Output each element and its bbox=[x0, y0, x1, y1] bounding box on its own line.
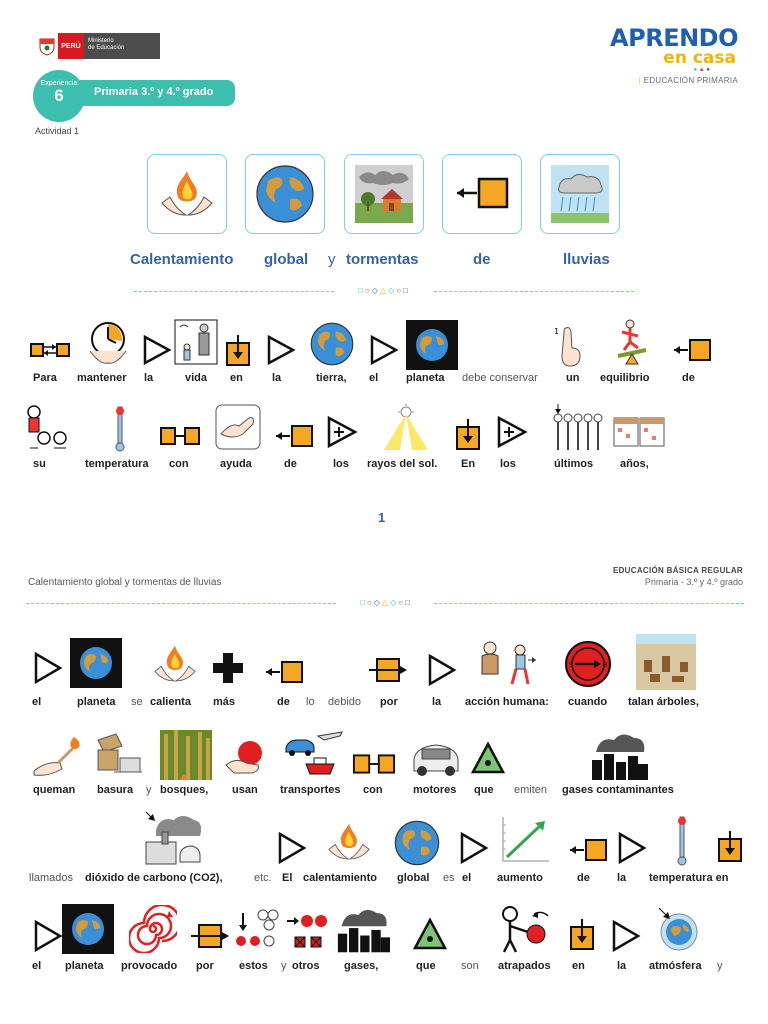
row6-word-10: son bbox=[461, 960, 479, 972]
card-earth bbox=[245, 154, 325, 234]
row2-word-2: temperatura bbox=[85, 458, 149, 470]
row4-word-5: usan bbox=[232, 784, 258, 796]
title-word-3: y bbox=[328, 251, 336, 268]
row6-word-13: la bbox=[617, 960, 627, 972]
card-storm-landscape bbox=[344, 154, 424, 234]
thermometer-icon-2 bbox=[660, 814, 704, 868]
grade-label: Primaria 3.º y 4.º grado bbox=[94, 86, 214, 98]
peru-ministry-logo bbox=[36, 33, 160, 59]
svg-text:9: 9 bbox=[569, 661, 574, 669]
row5-word-10: de bbox=[577, 872, 590, 884]
triangle-article-icon-8 bbox=[610, 826, 654, 870]
stopwatch-icon bbox=[562, 638, 614, 690]
title-word-5: de bbox=[473, 251, 491, 268]
earth-globe-icon bbox=[254, 163, 316, 225]
row6-word-6: y bbox=[281, 960, 287, 972]
forest-fire-icon bbox=[160, 730, 212, 780]
thermometer-icon bbox=[98, 404, 142, 454]
row2-word-10: últimos bbox=[554, 458, 594, 470]
last-in-row-icon bbox=[550, 404, 606, 454]
row2-word-9: los bbox=[500, 458, 516, 470]
arrows-boxes-icon-2 bbox=[158, 414, 202, 458]
people-group-icon bbox=[22, 404, 70, 454]
sun-rays-icon bbox=[380, 404, 432, 452]
row3-word-12: cuando bbox=[568, 696, 608, 708]
triangle-article-icon-10 bbox=[604, 914, 648, 958]
fire-hands-icon-3 bbox=[322, 816, 376, 868]
row5-word-1: llamados bbox=[29, 872, 74, 884]
svg-text:3: 3 bbox=[603, 661, 608, 669]
row3-word-8: debido bbox=[328, 696, 362, 708]
divider-shapes-icon: □○◇△◇○□ bbox=[358, 286, 410, 295]
burning-match-icon bbox=[32, 732, 84, 780]
planet-space-icon-3 bbox=[62, 904, 114, 954]
row1-word-12: equilibrio bbox=[600, 372, 650, 384]
car-engine-icon bbox=[410, 734, 462, 780]
row2-word-11: años, bbox=[620, 458, 649, 470]
increase-chart-icon bbox=[498, 814, 552, 866]
row1-word-4: vida bbox=[185, 372, 208, 384]
card-arrow-left-box bbox=[442, 154, 522, 234]
row1-word-8: el bbox=[369, 372, 379, 384]
row4-word-9: que bbox=[474, 784, 494, 796]
plus-icon bbox=[206, 646, 250, 690]
human-action-icon bbox=[476, 638, 538, 690]
row5-word-12: temperatura en bbox=[649, 872, 729, 884]
card-rain-cloud bbox=[540, 154, 620, 234]
row6-word-5: estos bbox=[239, 960, 268, 972]
triangle-article-icon-6 bbox=[270, 826, 314, 870]
grade-pill bbox=[80, 80, 235, 106]
triangle-plus-icon-2 bbox=[490, 410, 534, 454]
triangle-article-icon-7 bbox=[452, 826, 496, 870]
arrow-into-box-icon-2 bbox=[446, 412, 490, 456]
peru-label: PERÚ bbox=[58, 33, 84, 59]
experience-badge bbox=[33, 70, 85, 122]
triangle-article-icon-4 bbox=[26, 646, 70, 690]
title-word-6: lluvias bbox=[563, 251, 610, 268]
row6-word-7: otros bbox=[292, 960, 320, 972]
row2-word-8: En bbox=[461, 458, 476, 470]
page-number: 1 bbox=[378, 510, 386, 525]
row5-word-2: dióxido de carbono (CO2), bbox=[85, 872, 223, 884]
trapped-icon bbox=[498, 904, 552, 954]
others-dots-icon bbox=[284, 908, 330, 952]
row3-word-1: el bbox=[32, 696, 42, 708]
arrow-into-box-icon-4 bbox=[560, 912, 604, 956]
row2-word-4: ayuda bbox=[220, 458, 252, 470]
earth-globe-icon-3 bbox=[392, 818, 442, 868]
title-word-2: global bbox=[264, 251, 309, 268]
section-level-line2: Primaria - 3.º y 4.º grado bbox=[644, 577, 743, 587]
row3-word-11: acción humana: bbox=[465, 696, 549, 708]
divider-shapes-icon-2: □○◇△◇○□ bbox=[360, 598, 412, 607]
row4-word-7: con bbox=[363, 784, 383, 796]
arrows-boxes-icon-3 bbox=[352, 742, 396, 786]
section-title: Calentamiento global y tormentas de lluvias bbox=[28, 577, 222, 588]
row1-word-1: Para bbox=[33, 372, 57, 384]
finger-one-icon bbox=[554, 322, 588, 368]
row4-word-4: bosques, bbox=[160, 784, 209, 796]
triangle-plus-icon bbox=[320, 410, 364, 454]
row4-word-11: gases contaminantes bbox=[562, 784, 674, 796]
arrow-left-box-icon-2 bbox=[670, 328, 714, 372]
row4-word-1: queman bbox=[33, 784, 76, 796]
hand-ball-icon bbox=[224, 734, 270, 778]
experience-label: Experiencia bbox=[40, 80, 78, 87]
row4-word-8: motores bbox=[413, 784, 457, 796]
arrow-into-box-icon bbox=[216, 328, 260, 372]
triangle-eye-icon-2 bbox=[408, 912, 452, 956]
row5-word-9: aumento bbox=[497, 872, 543, 884]
section-level-line1: EDUCACIÓN BÁSICA REGULAR bbox=[612, 566, 743, 575]
section-divider-2 bbox=[26, 598, 744, 608]
row6-word-4: por bbox=[196, 960, 214, 972]
row4-word-10: emiten bbox=[514, 784, 548, 796]
triangle-article-icon-3 bbox=[362, 328, 406, 372]
row5-word-4: El bbox=[282, 872, 293, 884]
triangle-article-icon bbox=[135, 328, 179, 372]
arrows-boxes-icon bbox=[28, 328, 72, 372]
row3-word-9: por bbox=[380, 696, 398, 708]
arrow-through-box-icon bbox=[366, 648, 410, 692]
row6-word-15: y bbox=[717, 960, 723, 972]
helping-hands-icon bbox=[215, 404, 261, 450]
title-word-4: tormentas bbox=[346, 251, 419, 268]
row3-word-10: la bbox=[432, 696, 442, 708]
row6-word-2: planeta bbox=[65, 960, 104, 972]
row4-word-6: transportes bbox=[280, 784, 341, 796]
arrow-left-box-icon-3 bbox=[272, 414, 316, 458]
ministry-line1: Ministerio bbox=[88, 38, 114, 44]
ministry-label bbox=[84, 33, 160, 59]
cut-trees-icon bbox=[636, 634, 696, 690]
row6-word-12: en bbox=[572, 960, 585, 972]
row1-word-13: de bbox=[682, 372, 695, 384]
coat-of-arms-icon bbox=[36, 33, 58, 59]
row6-word-11: atrapados bbox=[498, 960, 551, 972]
transports-icon bbox=[284, 726, 346, 780]
row3-word-6: de bbox=[277, 696, 290, 708]
arrow-left-box-icon-5 bbox=[566, 828, 610, 872]
arrow-left-box-icon-4 bbox=[262, 650, 306, 694]
rain-cloud-icon bbox=[549, 163, 611, 225]
row1-word-6: la bbox=[272, 372, 282, 384]
row1-word-5: en bbox=[230, 372, 243, 384]
calendars-icon bbox=[612, 412, 666, 452]
row2-word-1: su bbox=[33, 458, 46, 470]
row2-word-3: con bbox=[169, 458, 189, 470]
row6-word-9: que bbox=[416, 960, 436, 972]
row3-word-2: planeta bbox=[77, 696, 116, 708]
card-fire-hands bbox=[147, 154, 227, 234]
arrow-into-box-icon-3 bbox=[712, 826, 748, 866]
triangle-eye-icon bbox=[466, 736, 510, 780]
row1-word-7: tierra, bbox=[316, 372, 347, 384]
these-dots-icon bbox=[232, 906, 280, 954]
row5-word-3: etc. bbox=[254, 872, 272, 884]
arrow-left-box-icon bbox=[451, 163, 513, 225]
row5-word-6: global bbox=[397, 872, 430, 884]
factory-smoke-icon-2 bbox=[336, 904, 390, 954]
ministry-line2: de Educación bbox=[88, 45, 125, 51]
row3-word-4: calienta bbox=[150, 696, 191, 708]
row2-word-7: rayos del sol. bbox=[367, 458, 438, 470]
row3-word-13: talan árboles, bbox=[628, 696, 699, 708]
activity-label: Actividad 1 bbox=[35, 126, 80, 136]
row1-word-2: mantener bbox=[77, 372, 127, 384]
earth-globe-icon-2 bbox=[308, 320, 356, 368]
people-life-icon bbox=[174, 318, 218, 366]
row4-word-2: basura bbox=[97, 784, 134, 796]
row6-word-14: atmósfera bbox=[649, 960, 702, 972]
arrow-through-box-icon-2 bbox=[188, 914, 232, 958]
planet-space-icon bbox=[406, 320, 458, 370]
row3-word-3: se bbox=[131, 696, 143, 708]
row6-word-1: el bbox=[32, 960, 42, 972]
svg-text:1: 1 bbox=[554, 327, 560, 336]
clock-hands-icon bbox=[86, 320, 130, 368]
factory-smoke-icon bbox=[590, 730, 648, 780]
row3-word-7: lo bbox=[306, 696, 315, 708]
experience-number: 6 bbox=[54, 86, 64, 105]
row5-word-8: el bbox=[462, 872, 472, 884]
spiral-icon bbox=[128, 904, 178, 954]
brand-level: | EDUCACIÓN PRIMARIA bbox=[638, 76, 738, 85]
brand-shapes-icon: ● ▲ ● bbox=[693, 67, 710, 73]
row1-word-9: planeta bbox=[406, 372, 445, 384]
row1-word-3: la bbox=[144, 372, 154, 384]
row1-word-10: debe conservar bbox=[462, 372, 538, 384]
brand-line2: en casa bbox=[663, 48, 736, 68]
atmosphere-icon bbox=[654, 904, 702, 954]
row2-word-5: de bbox=[284, 458, 297, 470]
brand-line1: APRENDO bbox=[610, 24, 738, 52]
section-divider bbox=[134, 286, 634, 296]
fire-hands-icon bbox=[156, 163, 218, 225]
title-word-1: Calentamiento bbox=[130, 251, 234, 268]
row4-word-3: y bbox=[146, 784, 152, 796]
row5-word-11: la bbox=[617, 872, 627, 884]
co2-factory-icon bbox=[142, 810, 204, 868]
triangle-article-icon-5 bbox=[420, 648, 464, 692]
row5-word-5: calentamiento bbox=[303, 872, 377, 884]
row1-word-11: un bbox=[566, 372, 580, 384]
triangle-article-icon-2 bbox=[259, 328, 303, 372]
row2-word-6: los bbox=[333, 458, 349, 470]
planet-space-icon-2 bbox=[70, 638, 122, 688]
row3-word-5: más bbox=[213, 696, 236, 708]
section-level bbox=[613, 566, 743, 587]
aprendo-en-casa-logo bbox=[610, 26, 738, 85]
row6-word-8: gases, bbox=[344, 960, 379, 972]
row5-word-7: es bbox=[443, 872, 455, 884]
garbage-icon bbox=[94, 730, 144, 780]
balance-seesaw-icon bbox=[612, 318, 652, 368]
row6-word-3: provocado bbox=[121, 960, 178, 972]
fire-hands-icon-2 bbox=[148, 638, 202, 690]
storm-landscape-icon bbox=[353, 163, 415, 225]
